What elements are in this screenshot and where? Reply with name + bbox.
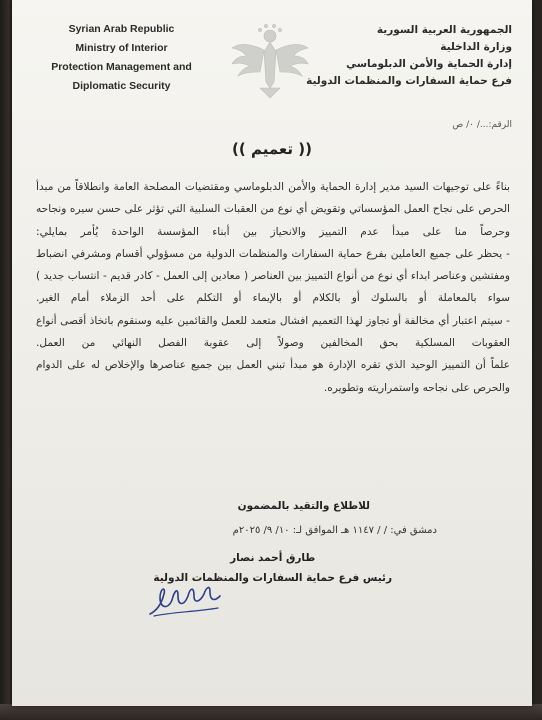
letterhead-ar-line: فرع حماية السفارات والمنظمات الدولية <box>306 75 512 87</box>
document-page <box>12 0 532 706</box>
letterhead-en-line: Protection Management and <box>51 61 192 73</box>
letterhead-ar-line: الجمهورية العربية السورية <box>376 24 512 36</box>
photo-edge-left <box>0 0 10 720</box>
letterhead-en-line: Syrian Arab Republic <box>68 23 175 35</box>
letterhead-en-line: Diplomatic Security <box>72 80 171 92</box>
signer-name: طارق أحمد نصار <box>230 552 316 564</box>
letterhead-en-line: Ministry of Interior <box>75 42 168 54</box>
document-title: (( تعميم )) <box>232 140 312 158</box>
handwritten-signature <box>148 580 222 620</box>
eagle-emblem-icon <box>230 22 310 100</box>
document-body <box>36 176 510 399</box>
body-paragraph: - سيتم اعتبار أي مخالفة أو تجاوز لهذا التعميم افشال متعمد للعمل والقائمين عليه وسنقوم باتخاذ أقصى أنواع العقوبات المسلكية بحق المخالفين وصولاً إلى عقوبة الفصل النهائي من العمل. <box>36 314 510 350</box>
reference-number: الرقم:.../ ٠/ ص <box>452 120 512 130</box>
letterhead-ar-line: إدارة الحماية والأمن الدبلوماسي <box>346 58 512 70</box>
signer-title: رئيس فرع حماية السفارات والمنظمات الدولية <box>153 572 392 584</box>
letterhead-english <box>34 20 209 96</box>
letterhead-ar-line: وزارة الداخلية <box>440 41 512 53</box>
body-paragraph: بناءً على توجيهات السيد مدير إدارة الحماية والأمن الدبلوماسي ومقتضيات المصلحة العامة وانطلاقاً من مبدأ الحرص على نجاح العمل المؤسساتي وتقويض أي نوع من العقبات السلبية التي تؤثر على حسن سيره ونجاحه وحرصاً منا على مبدأ عدم التمييز والانحياز بين أبناء المؤسسة الواحدة يُأمر بمايلي: <box>36 181 510 238</box>
body-paragraph: علماً أن التمييز الوحيد الذي تقره الإدارة هو مبدأ تبني العمل بين جميع عناصرها والإخلاص له على الدوام والحرص على نجاحه واستمراريته وتطويره. <box>36 359 510 394</box>
date-line: دمشق في: / / ١١٤٧ هـ الموافق لـ: ١٠/ ٩/ ٢٠٢٥م <box>232 525 437 536</box>
letterhead-arabic <box>306 22 512 90</box>
body-paragraph: - يحظر على جميع العاملين بفرع حماية السفارات والمنظمات الدولية من مسؤولي أقسام ومشرفي انضباط ومفتشين وعناصر ابداء أي نوع من أنواع التمييز بين العناصر ( معادين إلى العمل - كادر قديم - انتساب جديد ) سواء بالمعاملة أو بالسلوك أو بالكلام أو بالإيماء أو التكلم على أحد الزملاء أمام الغير. <box>36 247 510 305</box>
closing-line: للاطلاع والتقيد بالمضمون <box>237 500 370 512</box>
photo-edge-bottom <box>0 704 542 720</box>
